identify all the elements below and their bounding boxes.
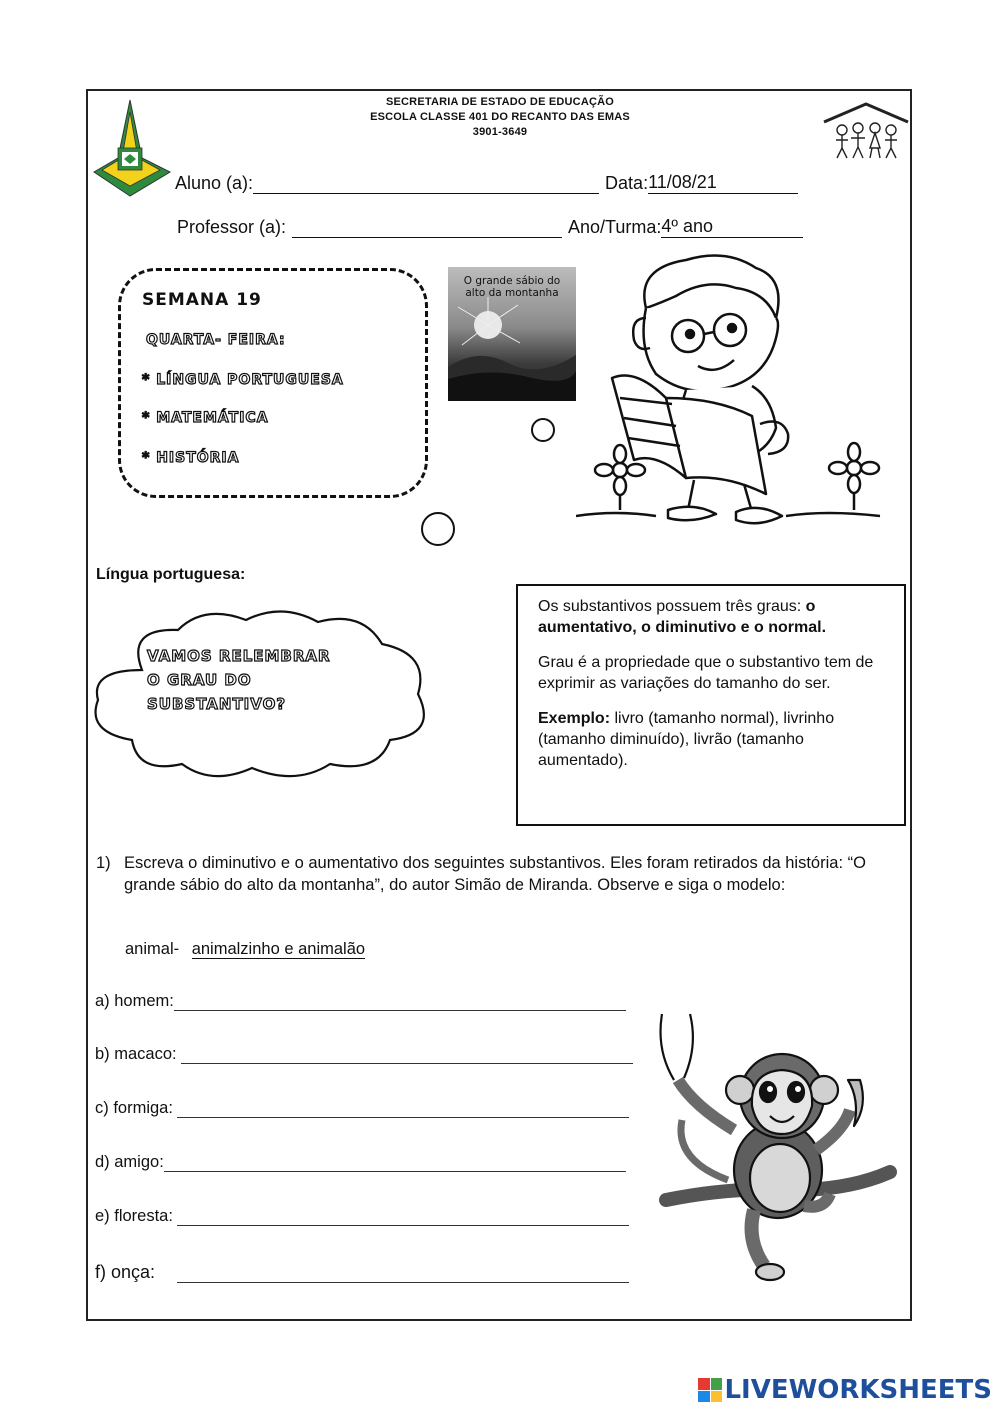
answer-label-b: b) macaco:	[95, 1045, 177, 1063]
info-paragraph-2: Grau é a propriedade que o substantivo tem de exprimir as variações do tamanho do ser.	[538, 654, 874, 692]
info-paragraph-3	[538, 708, 886, 771]
school-emblem	[90, 98, 174, 198]
cloud-line-2: O GRAU DO	[147, 671, 252, 689]
book-title-line2: alto da montanha	[465, 287, 559, 299]
info-p1-bold: o aumentativo, o diminutivo e o normal.	[538, 598, 827, 636]
week-title: SEMANA 19	[142, 290, 262, 310]
boy-reading-illustration	[576, 248, 886, 538]
answer-row-f	[95, 1262, 629, 1283]
thought-bubble-large	[421, 512, 455, 546]
cloud-line-1: VAMOS RELEMBRAR	[147, 647, 331, 665]
answer-input-e[interactable]	[177, 1209, 629, 1226]
answer-label-e: e) floresta:	[95, 1207, 173, 1225]
aluno-input-line[interactable]	[253, 175, 599, 194]
answer-row-c	[95, 1099, 629, 1118]
model-word: animal-	[125, 940, 180, 958]
info-p3-bold: Exemplo:	[538, 710, 611, 727]
book-title-line1: O grande sábio do	[463, 275, 561, 287]
book-cover-image	[448, 267, 576, 401]
answer-row-e	[95, 1207, 629, 1226]
subject-math: * MATEMÁTICA	[142, 410, 269, 426]
section-title: Língua portuguesa:	[96, 566, 246, 583]
thought-bubble-small	[531, 418, 555, 442]
info-p1-normal: Os substantivos possuem três graus:	[538, 598, 806, 615]
question-1	[96, 852, 902, 896]
book-title	[452, 275, 572, 299]
answer-label-a: a) homem:	[95, 992, 174, 1010]
cloud-line-3: SUBSTANTIVO?	[147, 695, 287, 713]
answer-row-b	[95, 1045, 633, 1064]
brand-name: LIVEWORKSHEETS	[724, 1375, 992, 1405]
professor-input-line[interactable]	[292, 219, 562, 238]
liveworksheets-logo	[698, 1375, 992, 1405]
data-label: Data:	[605, 173, 649, 193]
ano-turma-label: Ano/Turma:	[568, 217, 662, 237]
aluno-row	[175, 172, 798, 194]
model-example	[125, 940, 365, 959]
ano-turma-value[interactable]: 4º ano	[661, 216, 803, 238]
professor-row	[177, 216, 803, 238]
answer-input-f[interactable]	[177, 1266, 629, 1283]
grammar-info-box	[516, 584, 906, 826]
cloud-text	[147, 644, 331, 716]
info-paragraph-1	[538, 596, 886, 638]
aluno-label: Aluno (a):	[175, 173, 254, 193]
answer-row-d	[95, 1153, 626, 1172]
header-secretaria: SECRETARIA DE ESTADO DE EDUCAÇÃO	[385, 96, 615, 108]
answer-input-c[interactable]	[177, 1101, 629, 1118]
subject-history: * HISTÓRIA	[142, 450, 240, 466]
answer-row-a	[95, 992, 626, 1011]
question-text: Escreva o diminutivo e o aumentativo dos seguintes substantivos. Eles foram retirados da história: “O grande sábio do alto da montanha”, do autor Simão de Miranda. Observe e siga o modelo:	[124, 854, 866, 894]
day-title: QUARTA- FEIRA:	[146, 332, 286, 348]
brand-icon	[698, 1378, 722, 1402]
answer-input-d[interactable]	[164, 1155, 626, 1172]
header-school: ESCOLA CLASSE 401 DO RECANTO DAS EMAS	[370, 111, 630, 123]
model-answer: animalzinho e animalão	[191, 940, 366, 958]
answer-input-a[interactable]	[174, 994, 626, 1011]
question-number: 1)	[96, 854, 111, 872]
subject-portuguese: * LÍNGUA PORTUGUESA	[142, 372, 344, 388]
answer-label-c: c) formiga:	[95, 1099, 173, 1117]
header-phone: 3901-3649	[472, 126, 528, 138]
school-house-kids-icon	[820, 100, 912, 164]
data-value[interactable]: 11/08/21	[648, 172, 798, 194]
professor-label: Professor (a):	[177, 217, 287, 237]
monkey-illustration	[654, 1010, 904, 1285]
answer-input-b[interactable]	[181, 1047, 633, 1064]
answer-label-f: f) onça:	[95, 1262, 156, 1282]
info-p3-normal: livro (tamanho normal), livrinho (tamanho diminuído), livrão (tamanho aumentado).	[538, 710, 835, 769]
answer-label-d: d) amigo:	[95, 1153, 164, 1171]
